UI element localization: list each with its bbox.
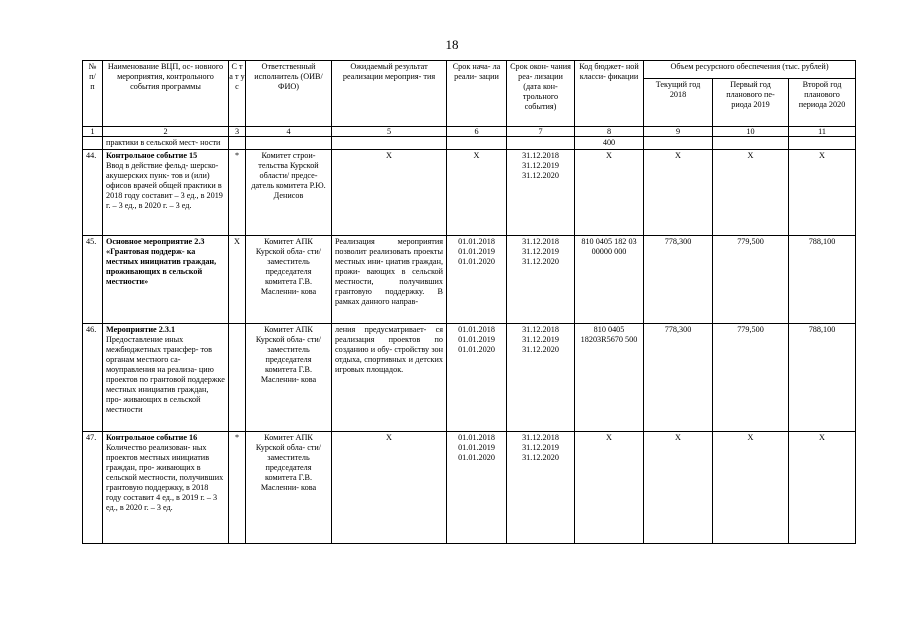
header-end: Срок окон- чания реа- лизации (дата кон- трольного события) [507,61,575,127]
row-code: 810 0405 18203R5670 500 [575,324,644,432]
row-result [332,137,447,150]
row-code: 400 [575,137,644,150]
row-responsible: Комитет АПК Курской обла- сти/заместитель председателя комитета Г.В. Масленни- кова [246,324,332,432]
row-desc: Количество реализован- ных проектов местных инициатив граждан, про- живающих в сельской местности, получивших грантовую поддержку, в 2018 году составит 4 ед., в 2019 г. – 3 ед., в 2020 г. – 3 ед. [106,443,224,512]
table-row [83,324,856,432]
row-responsible: Комитет АПК Курской обла- сти/заместитель председателя комитета Г.В. Масленни- кова [246,432,332,544]
row-code: Х [575,432,644,544]
row-start: Х [447,150,507,236]
row-num: 47. [83,432,103,544]
row-end: 31.12.2018 31.12.2019 31.12.2020 [507,236,575,324]
row-result: Реализация мероприятия позволит реализовать проекты местных ини- циатив граждан, прожи- вающих в сельской местности, получивших грантовую поддержку. В рамках данного направ- [332,236,447,324]
col-number: 6 [447,127,507,137]
row-2018: Х [644,432,713,544]
row-status: Х [229,236,246,324]
row-2020: Х [789,150,856,236]
header-year-2018: Текущий год 2018 [644,79,713,127]
row-status: * [229,432,246,544]
col-number: 7 [507,127,575,137]
header-start: Срок нача- ла реали- зации [447,61,507,127]
row-end: 31.12.2018 31.12.2019 31.12.2020 [507,150,575,236]
table-row [83,432,856,544]
col-number: 4 [246,127,332,137]
row-start: 01.01.2018 01.01.2019 01.01.2020 [447,324,507,432]
column-numbers-row [83,127,856,137]
row-title: Контрольное событие 15 [106,151,198,160]
row-title: Мероприятие 2.3.1 [106,325,176,334]
row-responsible: Комитет строи- тельства Курской области/ предсе- датель комитета Р.Ю. Денисов [246,150,332,236]
row-2020: Х [789,432,856,544]
row-2019: 779,500 [713,236,789,324]
col-number: 5 [332,127,447,137]
row-end: 31.12.2018 31.12.2019 31.12.2020 [507,324,575,432]
row-start [447,137,507,150]
row-2018: 778,300 [644,324,713,432]
row-desc: практики в сельской мест- ности [103,137,229,150]
row-title: Контрольное событие 16 [106,433,198,442]
row-2018 [644,137,713,150]
row-num: 44. [83,150,103,236]
row-status [229,324,246,432]
col-number: 8 [575,127,644,137]
row-start: 01.01.2018 01.01.2019 01.01.2020 [447,236,507,324]
program-table [82,60,856,544]
row-desc: Предоставление иных межбюджетных трансфер- тов органам местного са- моуправления на реализа- цию проектов по грантовой поддержке местных инициатив граждан, про- живающих в сельской местности [106,335,225,414]
header-status: С т а т у с [229,61,246,127]
row-num [83,137,103,150]
col-number: 11 [789,127,856,137]
row-end [507,137,575,150]
row-2019 [713,137,789,150]
row-result: Х [332,432,447,544]
row-name-cell [103,236,229,324]
row-code: Х [575,150,644,236]
row-2019: Х [713,150,789,236]
row-num: 46. [83,324,103,432]
header-num: № п/ п [83,61,103,127]
col-number: 2 [103,127,229,137]
row-code: 810 0405 182 03 00000 000 [575,236,644,324]
row-result: Х [332,150,447,236]
header-name: Наименование ВЦП, ос- новного мероприятия, контрольного события программы [103,61,229,127]
table-row [83,150,856,236]
col-number: 10 [713,127,789,137]
row-responsible: Комитет АПК Курской обла- сти/заместитель председателя комитета Г.В. Масленни- кова [246,236,332,324]
row-end: 31.12.2018 31.12.2019 31.12.2020 [507,432,575,544]
row-name-cell [103,324,229,432]
row-2020 [789,137,856,150]
table-row [83,137,856,150]
table-row [83,236,856,324]
row-status: * [229,150,246,236]
header-year-2020: Второй год планового периода 2020 [789,79,856,127]
row-2018: 778,300 [644,236,713,324]
row-start: 01.01.2018 01.01.2019 01.01.2020 [447,432,507,544]
row-name-cell [103,432,229,544]
row-2020: 788,100 [789,324,856,432]
row-2019: Х [713,432,789,544]
row-responsible [246,137,332,150]
header-year-2019: Первый год планового пе- риода 2019 [713,79,789,127]
row-result: ления предусматривает- ся реализация проектов по созданию и обу- стройству зон отдыха, спортивных и детских игровых площадок. [332,324,447,432]
header-result: Ожидаемый результат реализации мероприя- тия [332,61,447,127]
col-number: 1 [83,127,103,137]
row-desc: Ввод в действие фельд- шерско-акушерских пунк- тов и (или) офисов врачей общей практики в 2018 году составит – 3 ед., в 2019 г. – 3 ед., в 2020 г. – 3 ед. [106,161,223,210]
col-number: 3 [229,127,246,137]
header-code: Код бюджет- ной класси- фикации [575,61,644,127]
col-number: 9 [644,127,713,137]
row-num: 45. [83,236,103,324]
row-name-cell [103,150,229,236]
row-2020: 788,100 [789,236,856,324]
row-status [229,137,246,150]
row-title: Основное мероприятие 2.3 «Грантовая поддерж- ка местных инициатив граждан, проживающих в сельской местности» [106,237,217,286]
header-responsible: Ответственный исполнитель (ОИВ/ФИО) [246,61,332,127]
header-resources: Объем ресурсного обеспечения (тыс. рублей) [644,61,856,79]
page-number: 18 [445,37,459,52]
row-2019: 779,500 [713,324,789,432]
row-2018: Х [644,150,713,236]
